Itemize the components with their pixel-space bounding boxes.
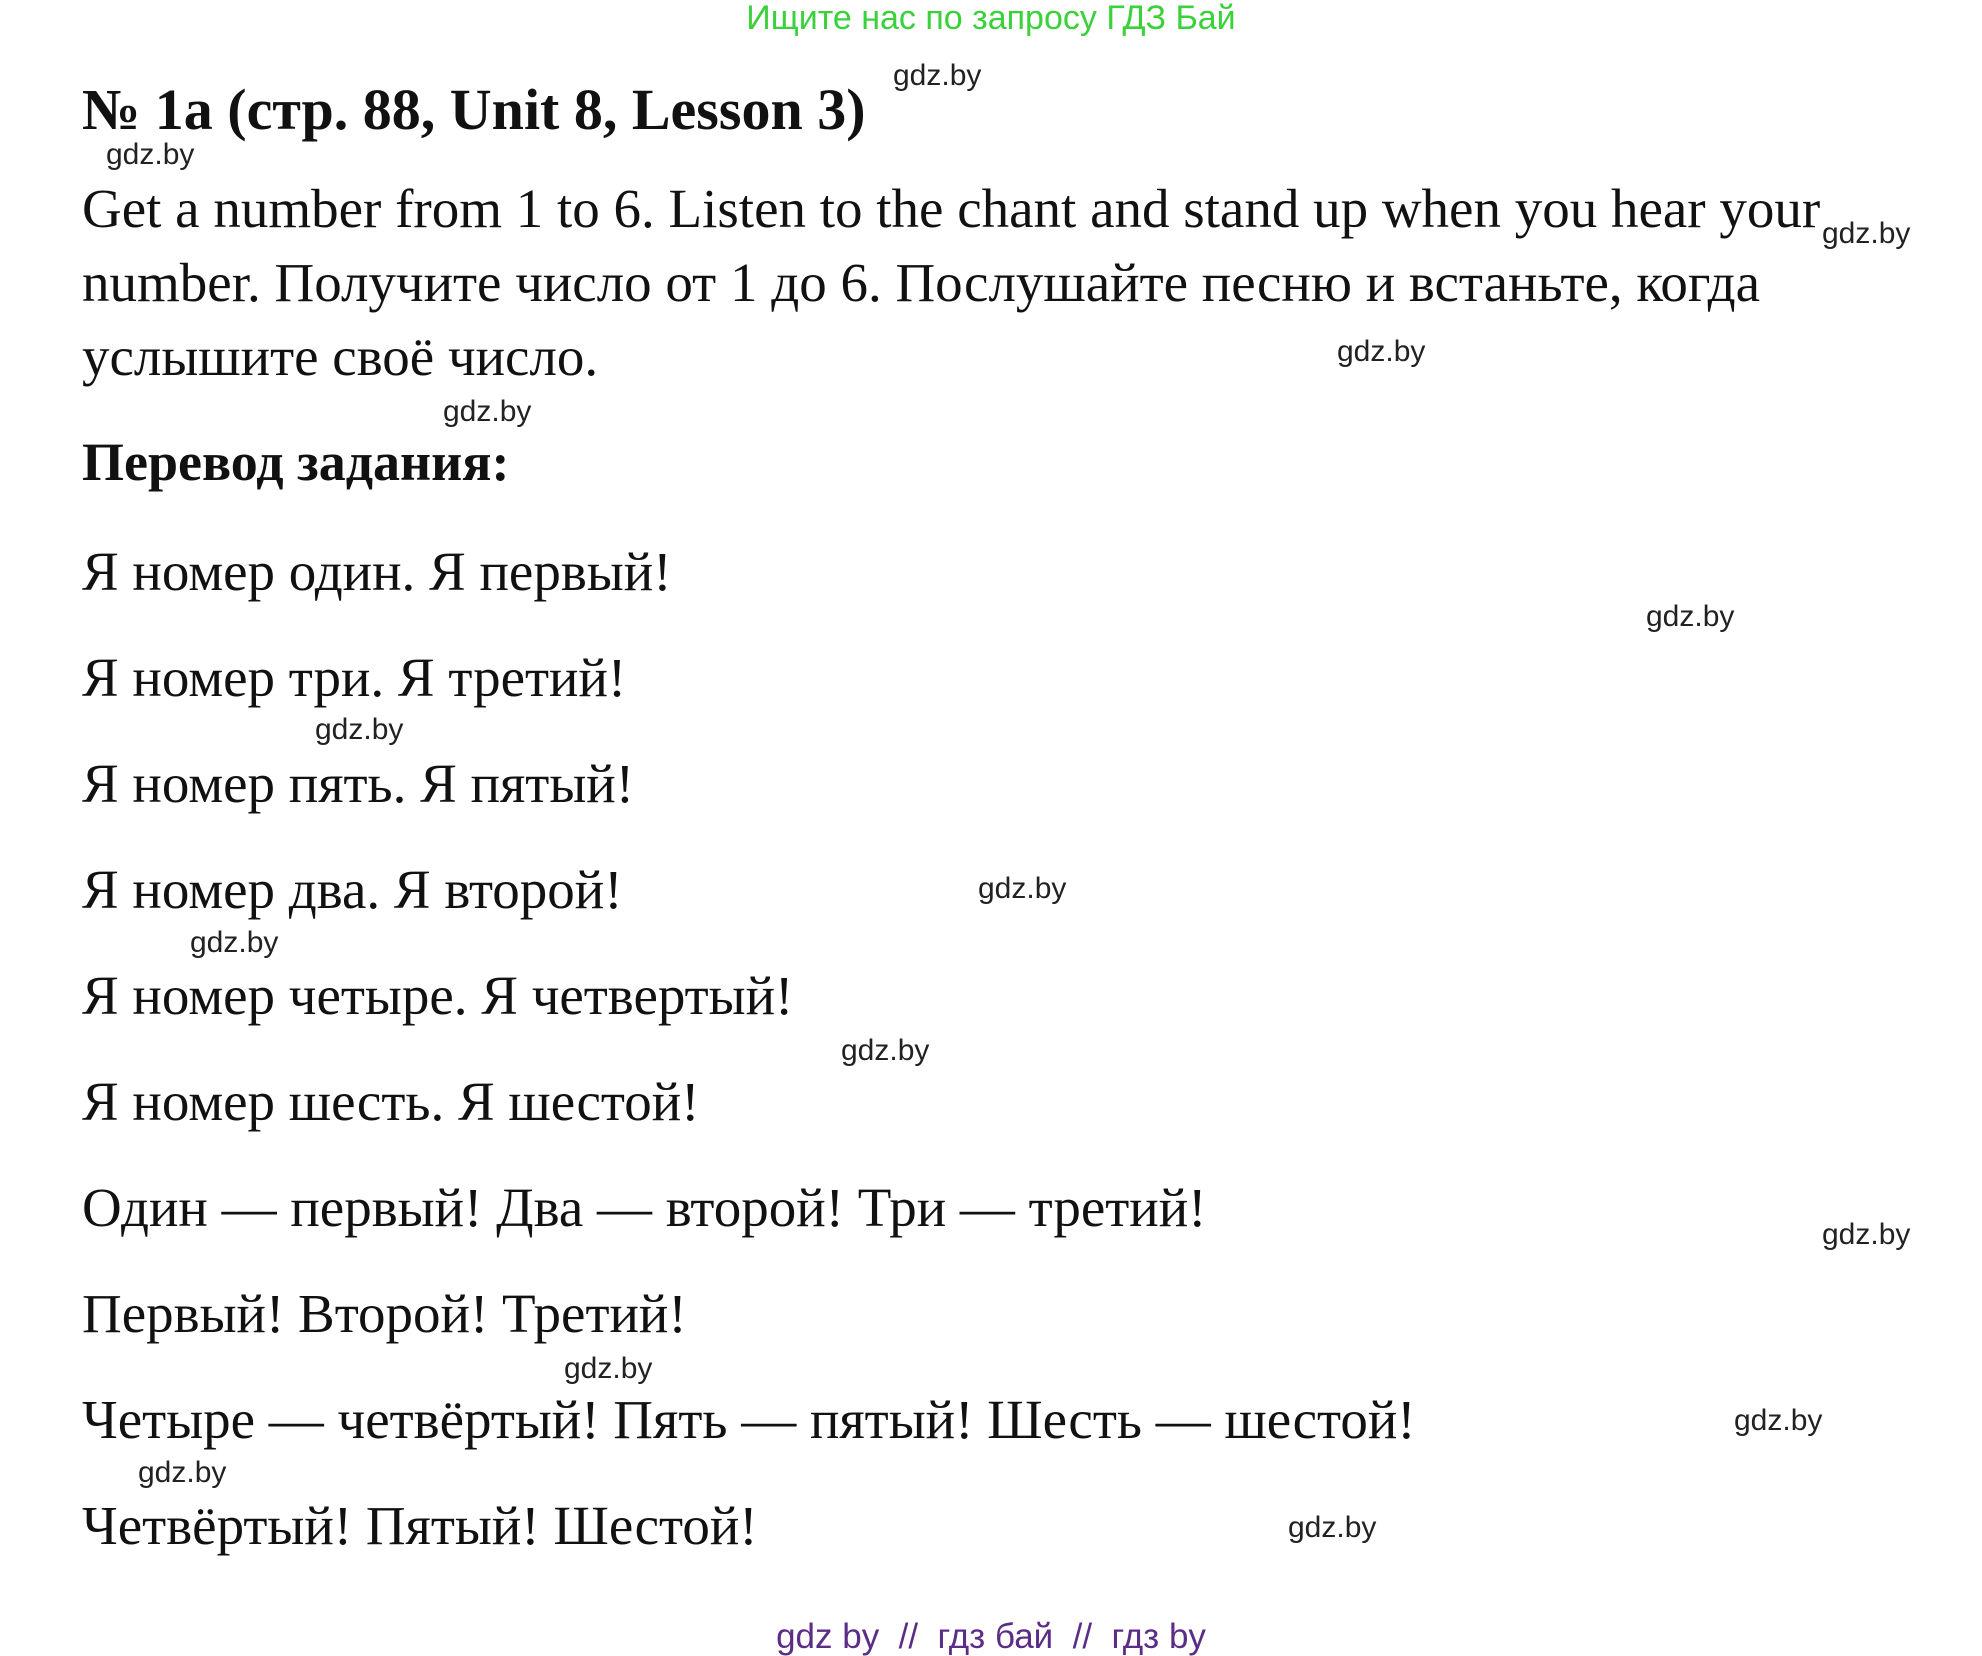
watermark: gdz.by: [443, 395, 532, 428]
watermark: gdz.by: [1822, 217, 1911, 250]
watermark: gdz.by: [978, 872, 1067, 905]
chant-line: Первый! Второй! Третий!: [82, 1283, 687, 1344]
watermark: gdz.by: [893, 59, 982, 92]
chant-line: Четыре — четвёртый! Пять — пятый! Шесть — шестой!: [82, 1389, 1416, 1450]
chant-line: Четвёртый! Пятый! Шестой!: [82, 1495, 758, 1556]
translation-heading: Перевод задания:: [82, 432, 510, 492]
chant-line: Я номер шесть. Я шестой!: [82, 1071, 700, 1132]
watermark: gdz.by: [1822, 1218, 1911, 1251]
footer-links: gdz by // гдз бай // гдз by: [776, 1617, 1206, 1656]
chant-line: Я номер четыре. Я четвертый!: [82, 965, 794, 1026]
watermark: gdz.by: [1288, 1511, 1377, 1544]
watermark: gdz.by: [841, 1034, 930, 1067]
watermark: gdz.by: [1646, 600, 1735, 633]
top-banner: Ищите нас по запросу ГДЗ Бай: [746, 0, 1236, 37]
watermark: gdz.by: [564, 1352, 653, 1385]
watermark: gdz.by: [1734, 1404, 1823, 1437]
watermark: gdz.by: [106, 138, 195, 171]
watermark: gdz.by: [315, 713, 404, 746]
task-text: Get a number from 1 to 6. Listen to the chant and stand up when you hear your number. Получите число от 1 до 6. Послушайте песню и встаньте, когда услышите своё число.: [82, 178, 1821, 387]
chant-line: Я номер три. Я третий!: [82, 647, 627, 708]
chant-line: Я номер пять. Я пятый!: [82, 753, 635, 814]
exercise-title: № 1а (стр. 88, Unit 8, Lesson 3): [82, 77, 866, 142]
chant-line: Один — первый! Два — второй! Три — третий!: [82, 1177, 1207, 1238]
watermark: gdz.by: [190, 926, 279, 959]
chant-line: Я номер два. Я второй!: [82, 859, 623, 920]
chant-line: Я номер один. Я первый!: [82, 541, 672, 602]
watermark: gdz.by: [138, 1456, 227, 1489]
watermark: gdz.by: [1337, 335, 1426, 368]
